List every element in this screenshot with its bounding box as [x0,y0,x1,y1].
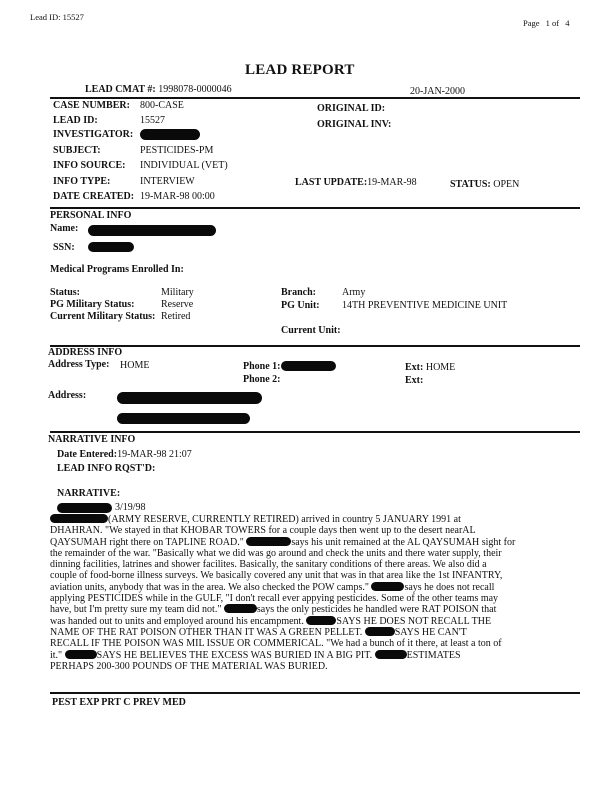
narrative-text: says his unit remained at the AL QAYSUMAH sight for [291,536,516,548]
ext1-label: Ext: [405,362,424,373]
narrative-text: couple of food-borne illness surveys. We basically covered any unit that was in that area like the 1st INFANTRY, [50,570,503,582]
case-number-value: 800-CASE [140,100,184,111]
date-created-value: 19-MAR-98 00:00 [140,191,215,202]
date-created-label: DATE CREATED: [53,191,135,202]
last-update-label: LAST UPDATE: [295,177,368,188]
phone1-redacted [281,361,336,371]
info-type-label: INFO TYPE: [53,176,111,187]
status-value-personal: Military [161,287,194,298]
redacted-name [365,627,395,636]
status-value: OPEN [493,179,520,190]
branch-value: Army [342,287,366,298]
narrative-text: SAYS HE DOES NOT RECALL THE [336,615,492,627]
subject-value: PESTICIDES-PM [140,145,214,156]
date-entered [57,449,192,460]
phone1-label: Phone 1: [243,361,281,372]
narrative-text: aviation units, anybody that was in the area. We also checked the POW camps." [50,581,372,593]
narrative-line [50,638,580,649]
ext2-label: Ext: [405,375,424,386]
narrative-text: SAYS HE CAN'T [394,626,467,638]
lead-id-header: Lead ID: 15527 [30,12,84,22]
ext1 [405,362,455,373]
cmat-label: LEAD CMAT #: [85,84,156,95]
original-id-label: ORIGINAL ID: [317,103,386,114]
ssn-label: SSN: [53,242,75,253]
divider-narrative [50,431,580,433]
narrative-line [50,627,580,638]
ext1-value: HOME [425,362,456,373]
narrative-text: says the only pesticides he handled were RAT POISON that [256,604,497,616]
narrative-text: have, but I'm pretty sure my team did not." [50,604,224,616]
narrative-line [50,537,580,548]
ssn-redacted [88,242,134,252]
narrative-author-redacted [57,503,112,513]
report-date: 20-JAN-2000 [410,86,465,97]
pest-exp-section-title: PEST EXP PRT C PREV MED [52,697,186,708]
original-inv-label: ORIGINAL INV: [317,119,392,130]
info-source-value: INDIVIDUAL (VET) [140,160,228,171]
current-military-status-value: Retired [161,311,191,322]
info-type-value: INTERVIEW [140,176,195,187]
address-line1-redacted [117,392,262,404]
investigator-redacted [140,129,200,140]
address-info-title: ADDRESS INFO [48,347,123,358]
lead-id-value: 15527 [140,115,165,126]
redacted-name [375,650,407,659]
pg-military-status-value: Reserve [161,299,194,310]
narrative-text: QAYSUMAH right there on TAPLINE ROAD." [50,536,247,548]
narrative-text: NAME OF THE RAT POISON OTHER THAN IT WAS A GREEN PELLET. [50,626,365,638]
address-line2-redacted [117,413,250,424]
redacted-name [306,616,336,625]
divider-address [50,345,580,347]
case-number-label: CASE NUMBER: [53,100,130,111]
personal-info-title: PERSONAL INFO [50,210,132,221]
divider-top [50,97,580,99]
narrative-line [50,593,580,604]
narrative-line [50,525,580,536]
narrative-text: applying PESTICIDES while in the GULF, "I don't recall ever appying pesticides. Some of the other teams may [50,593,499,605]
narrative-line [50,548,580,559]
report-title: LEAD REPORT [245,62,355,78]
narrative-line [50,570,580,581]
narrative-text: (ARMY RESERVE, CURRENTLY RETIRED) arrived in country 5 JANUARY 1991 at [108,514,461,525]
last-update-value: 19-MAR-98 [367,177,417,188]
page-current: 1 [545,18,550,28]
narrative-line [50,661,580,672]
narrative-text: ESTIMATES [406,649,461,661]
narrative-label: NARRATIVE: [57,488,121,499]
narrative-line [50,514,580,525]
address-type-label: Address Type: [48,359,110,370]
redacted-name [50,514,108,523]
page-of: of [552,18,560,28]
page-total: 4 [565,18,570,28]
narrative-info-title: NARRATIVE INFO [48,434,136,445]
pg-unit-label: PG Unit: [281,300,320,311]
lead-info-rqstd-label: LEAD INFO RQST'D: [57,463,156,474]
redacted-name [65,650,97,659]
narrative-line [50,604,580,615]
branch-label: Branch: [281,287,316,298]
narrative-line [50,559,580,570]
narrative-line [50,650,580,661]
cmat-number [85,84,232,95]
lead-id-label: LEAD ID: [53,115,98,126]
last-update [295,177,417,188]
name-redacted [88,225,216,236]
page-indicator [523,18,570,28]
narrative-date: 3/19/98 [115,502,146,513]
redacted-name [246,537,291,546]
narrative-text: PERHAPS 200-300 POUNDS OF THE MATERIAL WAS BURIED. [50,660,328,672]
date-entered-label: Date Entered: [57,449,118,460]
pg-military-status-label: PG Military Status: [50,299,135,310]
redacted-name [371,582,404,591]
narrative-body [50,514,580,672]
info-source-label: INFO SOURCE: [53,160,126,171]
divider-footer [50,692,580,694]
narrative-text: DHAHRAN. "We stayed in that KHOBAR TOWERS for a couple days then went up to the desert nearAL [50,525,476,537]
current-unit-label: Current Unit: [281,325,341,336]
narrative-text: SAYS HE BELIEVES THE EXCESS WAS BURIED IN A BIG PIT. [96,649,375,661]
narrative-text: dinning facilities, latrines and shower facilites. Basically, the sanitary conditions of there areas. We also did a [50,559,487,571]
address-label: Address: [48,390,87,401]
address-type-value: HOME [120,360,150,371]
medical-programs-label: Medical Programs Enrolled In: [50,264,184,275]
subject-label: SUBJECT: [53,145,101,156]
cmat-value: 1998078-0000046 [158,84,232,95]
narrative-text: RECALL IF THE POISON WAS MIL ISSUE OR COMMERICAL. "We had a bunch of it there, at least a ton of [50,638,502,650]
narrative-line [50,616,580,627]
name-label: Name: [50,223,79,234]
status-label: STATUS: [450,179,491,190]
pg-unit-value: 14TH PREVENTIVE MEDICINE UNIT [342,300,508,311]
redacted-name [224,604,257,613]
status-label-personal: Status: [50,287,81,298]
page-label: Page [523,18,540,28]
status [450,179,519,190]
narrative-text: was handed out to units and employed around his encampment. [50,615,307,627]
narrative-line [50,582,580,593]
narrative-text: says he does not recall [404,581,495,593]
investigator-label: INVESTIGATOR: [53,129,134,140]
divider-personal [50,207,580,209]
narrative-text: it." [50,649,65,661]
date-entered-value: 19-MAR-98 21:07 [117,449,192,460]
narrative-text: the remainder of the war. "Basically what we did was go around and check the units and there water supply, their [50,547,502,559]
phone2-label: Phone 2: [243,374,281,385]
current-military-status-label: Current Military Status: [50,311,156,322]
